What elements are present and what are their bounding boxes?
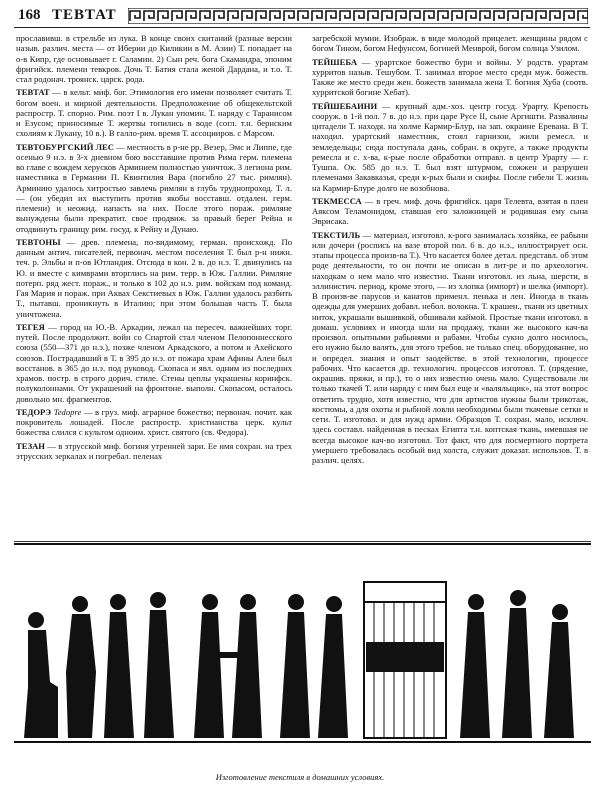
entry-teishebaini: ТЕЙШЕБАИНИ — крупный адм.-хоз. центр госуд. Урарту. Крепость сооруж. в 1-й пол. 7 в. до н.э. при царе Русе II, сыне Аргишти. Развалины цитадели Т. находя. на холме Кармир-Блур, на зап. окраине Еревана. В Т. находил. урартский наместник, стоял гарнизон, жили ремесл. и земледельцы; сюда поступала дань, собран. в округе, а также продукты ремесла и с. х-ва, к-рые после обработки отправл. в центр Урарту — г. Тушпа. Ок. 585 до н.э. Т. был взят штурмом, сожжен и разрушен племенами Закавказья, среди к-рых были и скифы. После гибели Т. жизнь на Кармир-Блуре долго не возобнова.: [312, 100, 588, 193]
headword: ТЕЙШЕБА: [312, 56, 358, 67]
entry-tezan: ТЕЗАН — в этрусской миф. богиня утренней зари. Ее имя сохран. на трех этрусских зеркалах и погребал. пеленах: [16, 440, 292, 461]
entry-tekmessa: ТЕКМЕССА — в греч. миф. дочь фригийск. царя Телевта, взятая в плен Аяксом Теламонидом, ставшая его заложницей и родившая ему сына Эврисака.: [312, 195, 588, 227]
headword: ТЕКМЕССА: [312, 195, 362, 206]
entry-teutons: ТЕВТОНЫ — древ. племена, по-видимому, герман. происхожд. По данным антич. писателей, первонач. местом поселения Т. был р-н нижн. теч. р. Эльбы и п-ов Ютландия. Отсюда в кон. 2 в. до н.э. Т. двинулись на Ю. и вместе с кимврами вторглись на рим. терр. в Юж. Галлии. Римляне потерп. ряд жест. пораж., и только в 102 до н.э. рим. войскам под команд. Гая Мария и пораж. при Аквах Секстиевых в Юж. Галлии удалось разбить Т., пытавш. проникнуть в Италию; при этом большая часть Т. была уничтожена.: [16, 236, 292, 319]
entry-continuation: прославивш. в стрельбе из лука. В конце своих скитаний (разные версии назыв. различ. места — от Иберии до Киликии в М. Азии) Т. попадает на о-в Кипр, где основывает г. Саламин. 2) Сын реч. бога Скамандра, эпоним фригийск. племени тевкров. Дочь Т. Батия стала женой Дардана, и т.о. Т. стал родонач. троянск. царск. рода.: [16, 33, 292, 84]
right-column: [312, 33, 588, 468]
headword: ТЕВТОНЫ: [16, 236, 61, 247]
headword: ТЕЗАН: [16, 440, 45, 451]
entry-teisheba: ТЕЙШЕБА — урартское божество бури и войны. У родств. урартам хурритов назыв. Тешубом. Т. занимал второе место среди муж. божеств. Также же место среди жен. божеств занимала жена Т. богиня Хуба (соотв. хурритской богине Хебат).: [312, 56, 588, 98]
headword: ТЕВТАТ: [16, 87, 50, 98]
textile-frieze-illustration: [14, 541, 591, 772]
entry-textile: ТЕКСТИЛЬ — материал, изготовл. к-рого занималась хозяйка, ее рабыни или дочери (роспись на вазе второй пол. 6 в. до н.э., иллюстрирует осн. этапы процесса произв-ва Т.). Что касается более детал. представл. об этом роде деятельности, то он почти не описан в лит-ре и по археологич. находкам о нем мало что известно. Ткани изготовл. из льна, шерсти, в эллинистич. период, кроме этого, — из хлопка (импорт) и шелка (импорт). В произв-ве парусов и канатов применл. пенька и лен. Иногда в ткань одежды для умерших добавл. небол. волокна. Т. крашен., ткани из цветных ниток, украшали вышивкой, обшивали каймой. Простые ткани изготовл. в домаш. условиях и иногда шли на продажу, ткани же высокого кач-ва произвол. опытными рабынями и рабами. Чтобы сукно долго носилось, его нужно было валять, для этого требов. не только спец. оборудование, но и определ. знания и опыт заодействе. в этой технологии, процессе рабочих. Что касается др. технологич. процессов изготовл. Т. (прядение, окрашив. пряжи, и пр.), то о них известно очень мало. Существовали ли только ткачей Т. или наряду с ним был еще и «валяльщик», на этот вопрос ответить трудно, хотя известно, что для артистов нужны были трикотаж, костюмы, а для охоты и рыбной ловли необходимы были ткачевые сетки и сети. Т. изготовл. и для нужд армии. Образцов Т. сохран. мало, исключ. здесь составл. найденная в песках Египта т.н. коптская ткань, имевшая не всегда высокое кач-во изготовл. Тот факт, что для посмертного портрета умершего требовалась особый вид холста, служит доказат. использов. Т. в различ. целях.: [312, 229, 588, 465]
entry-teutoburg-forest: ТЕВТОБУРГСКИЙ ЛЕС — местность в р-не рр. Везер, Эмс и Липпе, где осенью 9 н.э. в 3-х дневном бою восставшие против Рима герм. племена во главе с вождем херусков Арминием полностью уничтож. 3 легиона рим. наместника в Германии П. Квинтилия Вара (погибло 27 тыс. римлян). Арминию удалось хитростью завлечь римлян в глубь труднопроход. Т. л. — (он убедил их выступить против якобы восставш. отдален. герм. племени) и неожид. напасть на них. После этого пораж. римляне вынуждены были прекратит. свое продвиж. за правый берег Рейна и отодвинуть границу рим. госуд. к Рейну и Дунаю.: [16, 141, 292, 234]
left-column: [16, 33, 292, 464]
running-title: ТЕВТАТ: [52, 7, 117, 23]
page-header: [10, 6, 592, 26]
figure-caption: Изготовление текстиля в домашних условиях.: [215, 772, 385, 782]
page-number: 168: [18, 7, 41, 23]
entry-continuation: загребской мумии. Изображ. в виде молодой прицелет. женщины рядом с богом Тином, богом Нефунсом, богиней Менврой, богом солнца Узилом.: [312, 33, 588, 54]
meander-ornament: [128, 8, 588, 24]
headword: ТЕЙШЕБАИНИ: [312, 100, 378, 111]
entry-tevtat: ТЕВТАТ — в кельт. миф. бог. Этимология его имени позволяет считать Т. богом воен. и мирной деятельности. Предположение об общекельтской распростр. Т. спорно. Рим. поэт I в. Лукан упомин. Т. наряду с Таранисом и Езусом; приносимые Т. жертвы топились в воде (согл. т.н. бернским схолиям к Лукану, 10 в.). В галло-рим. время Т. ассоцииров. с Марсом.: [16, 87, 292, 139]
headword: ТЕВТОБУРГСКИЙ ЛЕС: [16, 141, 114, 152]
headword: ТЕГЕЯ: [16, 321, 45, 332]
headword: ТЕДОРЭ: [16, 406, 52, 417]
entry-tedore: ТЕДОРЭ Tedopre — в груз. миф. аграрное божество; первонач. почит. как покровитель лошадей. После распростр. христианства церк. культ божества слился с культом одноим. христ. святого (св. Федора).: [16, 406, 292, 438]
headword: ТЕКСТИЛЬ: [312, 229, 361, 240]
entry-tegea: ТЕГЕЯ — город на Ю.-В. Аркадии, лежал на пересеч. важнейших торг. путей. После продолжит. войн со Спартой стал членом Пелопоннесского союза (550—371 до н.э.), позже членом Аркадского, а потом и Ахейского союзов. Пострадавший в Т. в 395 до н.э. от пожара храм Афины Алеи был восстанов. в 365 до н.э. под руковод. Скопаса и явл. одним из последних храмов. постр. в строго дорич. стиле. Стены цеплы украшены коринфск. полуколоннами. От украшений на фронтоне. выполн. Скопасом, осталось довольно мн. фрагментов.: [16, 321, 292, 404]
header-rule: [14, 27, 590, 28]
